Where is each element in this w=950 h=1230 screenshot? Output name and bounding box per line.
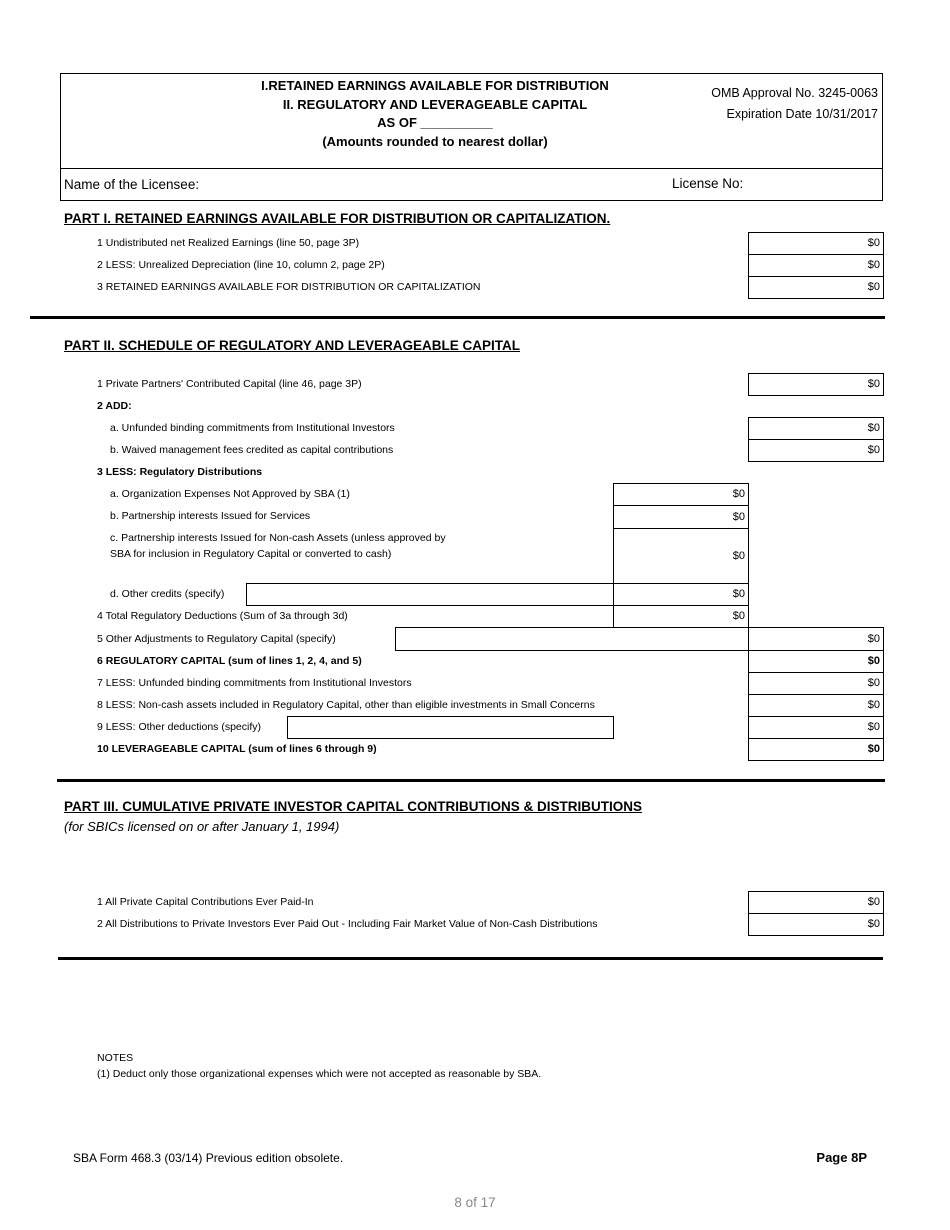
part2-value5[interactable]: $0 (748, 627, 884, 651)
part2-line2b: b. Waived management fees credited as capital contributions (110, 444, 394, 456)
part3-line2: 2 All Distributions to Private Investors Ever Paid Out - Including Fair Market Value of Non-Cash Distributions (97, 918, 598, 930)
part2-value7[interactable]: $0 (748, 672, 884, 695)
part3-line1: 1 All Private Capital Contributions Ever Paid-In (97, 896, 314, 908)
notes-heading: NOTES (97, 1052, 134, 1064)
part1-line1: 1 Undistributed net Realized Earnings (line 50, page 3P) (97, 237, 360, 249)
licensee-label: Name of the Licensee: (64, 177, 200, 192)
part2-value3a[interactable]: $0 (613, 483, 749, 506)
header-title-1: I.RETAINED EARNINGS AVAILABLE FOR DISTRIBUTION (261, 78, 609, 93)
section-divider-1 (30, 316, 885, 319)
part2-line2: 2 ADD: (97, 400, 132, 412)
omb-approval: OMB Approval No. 3245-0063 (711, 86, 878, 100)
part2-value2b[interactable]: $0 (748, 439, 884, 462)
page-label: Page 8P (816, 1150, 867, 1165)
part3-title: PART III. CUMULATIVE PRIVATE INVESTOR CAPITAL CONTRIBUTIONS & DISTRIBUTIONS (64, 799, 643, 814)
part2-value6[interactable]: $0 (748, 650, 884, 673)
part2-value3c[interactable]: $0 (613, 528, 749, 584)
part3-value1[interactable]: $0 (748, 891, 884, 914)
part2-line3b: b. Partnership interests Issued for Services (110, 510, 311, 522)
page-count: 8 of 17 (454, 1195, 496, 1210)
part2-line8: 8 LESS: Non-cash assets included in Regulatory Capital, other than eligible investments in Small Concerns (97, 699, 595, 711)
part2-line5: 5 Other Adjustments to Regulatory Capital (specify) (97, 633, 336, 645)
part2-line9: 9 LESS: Other deductions (specify) (97, 721, 261, 733)
part2-line10: 10 LEVERAGEABLE CAPITAL (sum of lines 6 through 9) (97, 743, 377, 755)
header-title-4: (Amounts rounded to nearest dollar) (322, 134, 548, 149)
section-divider-2 (57, 779, 885, 782)
part2-value8[interactable]: $0 (748, 694, 884, 717)
part1-value2[interactable]: $0 (748, 254, 884, 277)
part2-line4: 4 Total Regulatory Deductions (Sum of 3a through 3d) (97, 610, 348, 622)
other-deductions-specify-field[interactable] (287, 716, 614, 739)
part2-line3d: d. Other credits (specify) (110, 588, 225, 600)
part1-title: PART I. RETAINED EARNINGS AVAILABLE FOR DISTRIBUTION OR CAPITALIZATION. (64, 211, 611, 226)
part2-line3c-1: c. Partnership interests Issued for Non-cash Assets (unless approved by (110, 532, 446, 544)
other-adjustments-specify-field[interactable] (395, 627, 749, 651)
part3-subtitle: (for SBICs licensed on or after January 1, 1994) (64, 819, 340, 834)
form-id: SBA Form 468.3 (03/14) Previous edition obsolete. (73, 1151, 344, 1165)
expiration-date: Expiration Date 10/31/2017 (726, 107, 878, 121)
part2-value2a[interactable]: $0 (748, 417, 884, 440)
part1-value1[interactable]: $0 (748, 232, 884, 255)
other-credits-specify-field[interactable] (246, 583, 614, 606)
part2-line3a: a. Organization Expenses Not Approved by SBA (1) (110, 488, 350, 500)
header-title-2: II. REGULATORY AND LEVERAGEABLE CAPITAL (282, 97, 588, 112)
part2-value10[interactable]: $0 (748, 738, 884, 761)
part3-value2[interactable]: $0 (748, 913, 884, 936)
part2-line6: 6 REGULATORY CAPITAL (sum of lines 1, 2, 4, and 5) (97, 655, 362, 667)
header-as-of: AS OF __________ (377, 115, 493, 130)
part2-line3c-2: SBA for inclusion in Regulatory Capital or converted to cash) (110, 548, 392, 560)
part2-title: PART II. SCHEDULE OF REGULATORY AND LEVERAGEABLE CAPITAL (64, 338, 521, 353)
header-divider (60, 168, 883, 169)
part2-line3: 3 LESS: Regulatory Distributions (97, 466, 263, 478)
part2-value1[interactable]: $0 (748, 373, 884, 396)
part1-value3[interactable]: $0 (748, 276, 884, 299)
part2-line1: 1 Private Partners' Contributed Capital (line 46, page 3P) (97, 378, 362, 390)
part1-line2: 2 LESS: Unrealized Depreciation (line 10, column 2, page 2P) (97, 259, 385, 271)
part1-line3: 3 RETAINED EARNINGS AVAILABLE FOR DISTRIBUTION OR CAPITALIZATION (97, 281, 481, 293)
note-1: (1) Deduct only those organizational expenses which were not accepted as reasonable by SBA. (97, 1068, 542, 1080)
part2-value4[interactable]: $0 (613, 605, 749, 628)
part2-line7: 7 LESS: Unfunded binding commitments from Institutional Investors (97, 677, 412, 689)
section-divider-3 (58, 957, 883, 960)
part2-line2a: a. Unfunded binding commitments from Institutional Investors (110, 422, 395, 434)
part2-value3d[interactable]: $0 (613, 583, 749, 606)
license-no-label: License No: (672, 176, 744, 191)
part2-value3b[interactable]: $0 (613, 505, 749, 529)
part2-value9[interactable]: $0 (748, 716, 884, 739)
